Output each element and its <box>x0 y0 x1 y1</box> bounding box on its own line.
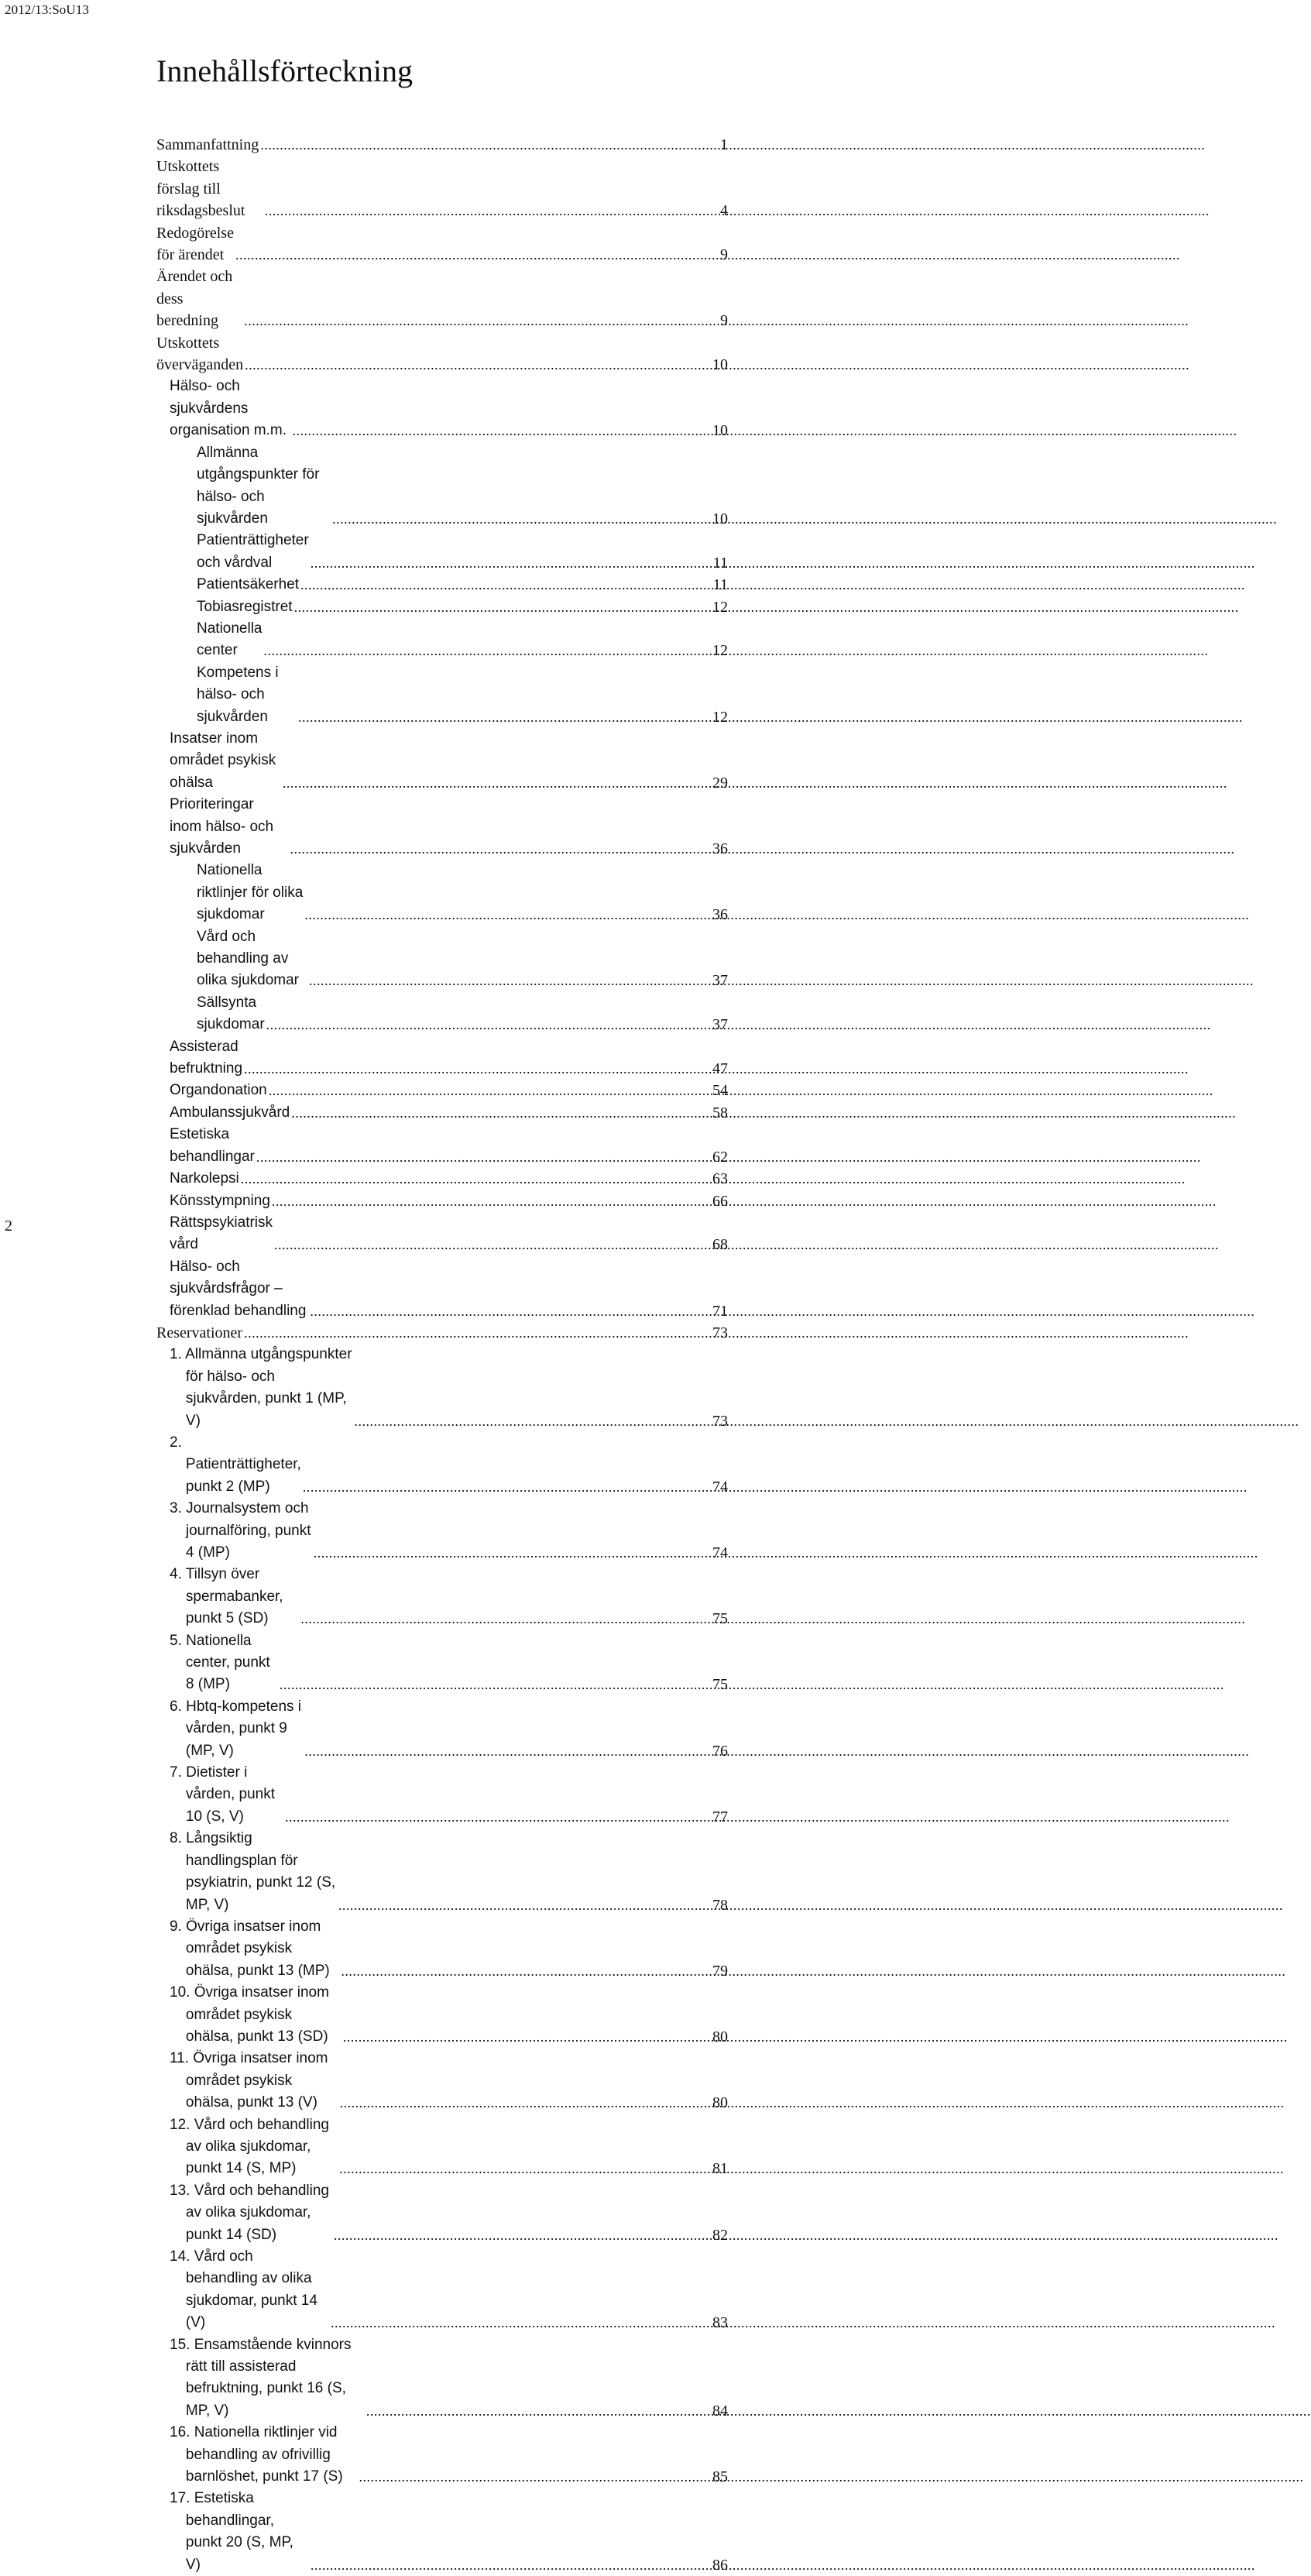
dot-leader <box>266 1014 710 1036</box>
toc-entry-title: Nationella riktlinjer för olika sjukdomar <box>197 862 304 923</box>
toc-entry-page: 73 <box>712 1324 728 1341</box>
dot-leader <box>294 596 710 618</box>
toc-entry-page: 63 <box>712 1170 728 1188</box>
toc-entry-page: 62 <box>712 1148 728 1166</box>
toc-entry-page: 12 <box>712 598 728 616</box>
toc-entry-title: Utskottets överväganden <box>156 334 244 374</box>
toc-entry[interactable] <box>156 860 728 926</box>
toc-entry-page: 54 <box>712 1082 728 1100</box>
toc-entry-title: Patienträttigheter och vårdval <box>197 532 309 571</box>
page-title: Innehållsförteckning <box>156 53 413 88</box>
dot-leader <box>354 1410 710 1432</box>
toc-entry[interactable] <box>156 794 728 860</box>
dot-leader <box>338 1894 710 1916</box>
toc-entry-page: 12 <box>712 642 728 660</box>
toc-entry-title: Estetiska behandlingar <box>170 1126 255 1165</box>
dot-leader <box>314 1542 710 1564</box>
toc-entry-title: 3. Journalsystem och journalföring, punkt 4 (MP) <box>170 1500 311 1561</box>
dot-leader <box>310 1300 710 1322</box>
toc-entry[interactable] <box>156 1256 728 1322</box>
dot-leader <box>366 2400 710 2422</box>
toc-entry[interactable] <box>156 1828 728 1916</box>
toc-entry[interactable] <box>156 1916 728 1982</box>
dot-leader <box>291 1102 710 1124</box>
dot-leader <box>245 354 710 376</box>
toc-entry-page: 1 <box>720 136 728 153</box>
toc-entry-title: Sällsynta sjukdomar <box>197 994 265 1033</box>
toc-entry-page: 9 <box>720 246 728 264</box>
toc-entry[interactable] <box>156 1564 728 1630</box>
toc-entry-page: 75 <box>712 1676 728 1694</box>
toc-entry-page: 74 <box>712 1478 728 1496</box>
toc-entry-page: 78 <box>712 1896 728 1914</box>
toc-entry[interactable] <box>156 2114 728 2180</box>
toc-entry-page: 71 <box>712 1302 728 1320</box>
toc-entry-title: 17. Estetiska behandlingar, punkt 20 (S, MP, V) <box>170 2490 293 2573</box>
toc-entry-title: 10. Övriga insatser inom området psykisk ohälsa, punkt 13 (SD) <box>170 1984 329 2045</box>
toc-entry[interactable] <box>156 926 728 992</box>
dot-leader <box>304 904 710 926</box>
toc-entry-page: 36 <box>712 906 728 924</box>
toc-entry[interactable] <box>156 442 728 531</box>
dot-leader <box>331 2312 710 2334</box>
toc-entry-title: 1. Allmänna utgångspunkter för hälso- och sjukvården, punkt 1 (MP, V) <box>170 1346 352 1429</box>
toc-entry[interactable] <box>156 2422 728 2488</box>
toc-entry-page: 68 <box>712 1236 728 1254</box>
table-of-contents <box>156 134 728 2576</box>
dot-leader <box>340 2092 710 2114</box>
toc-entry-title: Narkolepsi <box>170 1170 239 1187</box>
toc-entry-page: 79 <box>712 1962 728 1980</box>
toc-entry-page: 81 <box>712 2160 728 2178</box>
toc-entry[interactable] <box>156 1762 728 1828</box>
toc-entry-page: 76 <box>712 1742 728 1760</box>
toc-entry-page: 4 <box>720 202 728 220</box>
toc-entry[interactable] <box>156 1498 728 1564</box>
toc-entry-title: Utskottets förslag till riksdagsbeslut <box>156 158 245 220</box>
dot-leader <box>285 1806 710 1828</box>
toc-entry-title: 16. Nationella riktlinjer vid behandling av ofrivillig barnlöshet, punkt 17 (S) <box>170 2424 343 2485</box>
toc-entry-page: 75 <box>712 1610 728 1628</box>
toc-entry[interactable] <box>156 728 728 794</box>
dot-leader <box>339 2158 710 2179</box>
dot-leader <box>272 1190 710 1212</box>
toc-entry-title: Nationella center <box>197 620 263 659</box>
dot-leader <box>260 134 716 156</box>
toc-entry-page: 77 <box>712 1808 728 1826</box>
toc-entry[interactable] <box>156 596 728 618</box>
toc-entry-title: 9. Övriga insatser inom området psykisk ohälsa, punkt 13 (MP) <box>170 1918 330 1979</box>
toc-entry[interactable] <box>156 1982 728 2048</box>
toc-entry-title: Insatser inom området psykisk ohälsa <box>170 730 276 791</box>
toc-entry-page: 85 <box>712 2468 728 2486</box>
toc-entry-title: Vård och behandling av olika sjukdomar <box>197 928 299 989</box>
toc-entry[interactable] <box>156 1080 728 1101</box>
toc-entry-title: Hälso- och sjukvårdens organisation m.m. <box>170 378 287 439</box>
toc-entry-title: Rättspsykiatrisk vård <box>170 1214 273 1253</box>
toc-entry-page: 66 <box>712 1192 728 1210</box>
toc-entry[interactable] <box>156 530 728 574</box>
dot-leader <box>334 2224 710 2246</box>
toc-entry-title: Ärendet och dess beredning <box>156 268 233 330</box>
toc-entry[interactable] <box>156 1344 728 1432</box>
toc-entry-page: 11 <box>712 576 728 594</box>
toc-entry-page: 80 <box>712 2094 728 2112</box>
toc-entry-title: Organdonation <box>170 1082 267 1099</box>
toc-entry-title: 6. Hbtq-kompetens i vården, punkt 9 (MP, V) <box>170 1698 302 1759</box>
toc-entry[interactable] <box>156 1036 728 1080</box>
dot-leader <box>265 200 716 222</box>
toc-entry[interactable] <box>156 618 728 662</box>
toc-entry-page: 80 <box>712 2028 728 2045</box>
toc-entry[interactable] <box>156 156 728 222</box>
dot-leader <box>341 1960 710 1982</box>
toc-entry[interactable] <box>156 2334 728 2423</box>
toc-entry-page: 74 <box>712 1544 728 1561</box>
dot-leader <box>241 1168 710 1190</box>
toc-entry-title: 7. Dietister i vården, punkt 10 (S, V) <box>170 1764 276 1825</box>
toc-entry-page: 12 <box>712 708 728 726</box>
toc-entry[interactable] <box>156 2048 728 2114</box>
toc-entry-page: 82 <box>712 2226 728 2244</box>
toc-entry-page: 10 <box>712 422 728 440</box>
toc-entry[interactable] <box>156 1432 728 1498</box>
page-number: 2 <box>5 1218 12 1235</box>
toc-entry-title: Sammanfattning <box>156 136 259 153</box>
dot-leader <box>264 640 711 661</box>
toc-entry[interactable] <box>156 1630 728 1696</box>
dot-leader <box>300 1608 710 1630</box>
toc-entry[interactable] <box>156 2246 728 2334</box>
dot-leader <box>290 838 710 860</box>
toc-entry-title: Kompetens i hälso- och sjukvården <box>197 664 279 725</box>
toc-entry-title: Ambulanssjukvård <box>170 1104 290 1121</box>
toc-entry-page: 11 <box>712 554 728 572</box>
dot-leader <box>311 552 711 574</box>
toc-entry[interactable] <box>156 376 728 441</box>
toc-entry[interactable] <box>156 1168 728 1190</box>
dot-leader <box>274 1234 710 1255</box>
toc-entry-page: 36 <box>712 840 728 857</box>
toc-entry-page: 83 <box>712 2314 728 2332</box>
toc-entry-title: 13. Vård och behandling av olika sjukdomar, punkt 14 (SD) <box>170 2182 329 2243</box>
toc-entry-page: 29 <box>712 774 728 792</box>
toc-entry-title: 5. Nationella center, punkt 8 (MP) <box>170 1632 270 1693</box>
toc-entry-page: 10 <box>712 510 728 527</box>
toc-entry[interactable] <box>156 1696 728 1762</box>
toc-entry-title: 8. Långsiktig handlingsplan för psykiatrin, punkt 12 (S, MP, V) <box>170 1830 336 1913</box>
toc-entry-title: 4. Tillsyn över spermabanker, punkt 5 (SD) <box>170 1566 283 1627</box>
dot-leader <box>235 244 716 266</box>
toc-entry[interactable] <box>156 222 728 266</box>
toc-entry-title: 11. Övriga insatser inom området psykisk ohälsa, punkt 13 (V) <box>170 2050 328 2111</box>
toc-entry[interactable] <box>156 1212 728 1256</box>
toc-entry-title: Redogörelse för ärendet <box>156 224 234 264</box>
toc-entry-title: Prioriteringar inom hälso- och sjukvården <box>170 796 274 857</box>
toc-entry[interactable] <box>156 1102 728 1124</box>
toc-entry-title: Patientsäkerhet <box>197 576 300 593</box>
toc-entry-title: Könsstympning <box>170 1192 270 1209</box>
toc-entry-page: 58 <box>712 1104 728 1121</box>
toc-entry-page: 37 <box>712 1016 728 1034</box>
dot-leader <box>359 2466 710 2488</box>
toc-entry-title: Allmänna utgångspunkter för hälso- och sjukvården <box>197 444 320 527</box>
toc-entry-title: Reservationer <box>156 1324 243 1341</box>
toc-entry[interactable] <box>156 992 728 1036</box>
toc-entry[interactable] <box>156 134 728 156</box>
dot-leader <box>292 420 710 441</box>
dot-leader <box>244 1058 710 1080</box>
toc-entry-title: 14. Vård och behandling av olika sjukdomar, punkt 14 (V) <box>170 2248 317 2331</box>
toc-entry-page: 84 <box>712 2402 728 2420</box>
toc-entry-page: 86 <box>712 2556 728 2574</box>
toc-entry-title: 12. Vård och behandling av olika sjukdomar, punkt 14 (S, MP) <box>170 2116 329 2177</box>
toc-entry-title: Tobiasregistret <box>197 598 293 615</box>
dot-leader <box>244 1322 710 1344</box>
toc-entry[interactable] <box>156 2180 728 2246</box>
dot-leader <box>343 2026 710 2048</box>
toc-entry[interactable] <box>156 662 728 728</box>
dot-leader <box>244 310 716 331</box>
toc-entry-title: 2. Patienträttigheter, punkt 2 (MP) <box>170 1434 301 1495</box>
toc-entry[interactable] <box>156 266 728 331</box>
toc-entry[interactable] <box>156 332 728 376</box>
dot-leader <box>269 1080 710 1101</box>
dot-leader <box>332 508 710 530</box>
toc-entry[interactable] <box>156 1322 728 1344</box>
toc-entry[interactable] <box>156 1124 728 1168</box>
dot-leader <box>311 2554 710 2576</box>
dot-leader <box>303 1476 710 1498</box>
toc-entry-page: 47 <box>712 1060 728 1078</box>
dot-leader <box>300 574 711 596</box>
dot-leader <box>304 1740 710 1762</box>
dot-leader <box>298 706 710 728</box>
toc-entry[interactable] <box>156 1190 728 1212</box>
dot-leader <box>309 970 710 991</box>
toc-entry[interactable] <box>156 2488 728 2576</box>
toc-entry-title: Assisterad befruktning <box>170 1038 243 1077</box>
toc-entry-title: 15. Ensamstående kvinnors rätt till assisterad befruktning, punkt 16 (S, MP, V) <box>170 2336 352 2419</box>
toc-entry-title: Hälso- och sjukvårdsfrågor – förenklad behandling <box>170 1258 307 1319</box>
toc-entry[interactable] <box>156 574 728 596</box>
dot-leader <box>256 1146 710 1168</box>
toc-entry-page: 10 <box>712 356 728 374</box>
dot-leader <box>283 772 710 794</box>
dot-leader <box>280 1674 710 1695</box>
toc-entry-page: 37 <box>712 972 728 990</box>
document-reference: 2012/13:SoU13 <box>5 2 89 17</box>
toc-entry-page: 9 <box>720 312 728 330</box>
toc-entry-page: 73 <box>712 1412 728 1430</box>
